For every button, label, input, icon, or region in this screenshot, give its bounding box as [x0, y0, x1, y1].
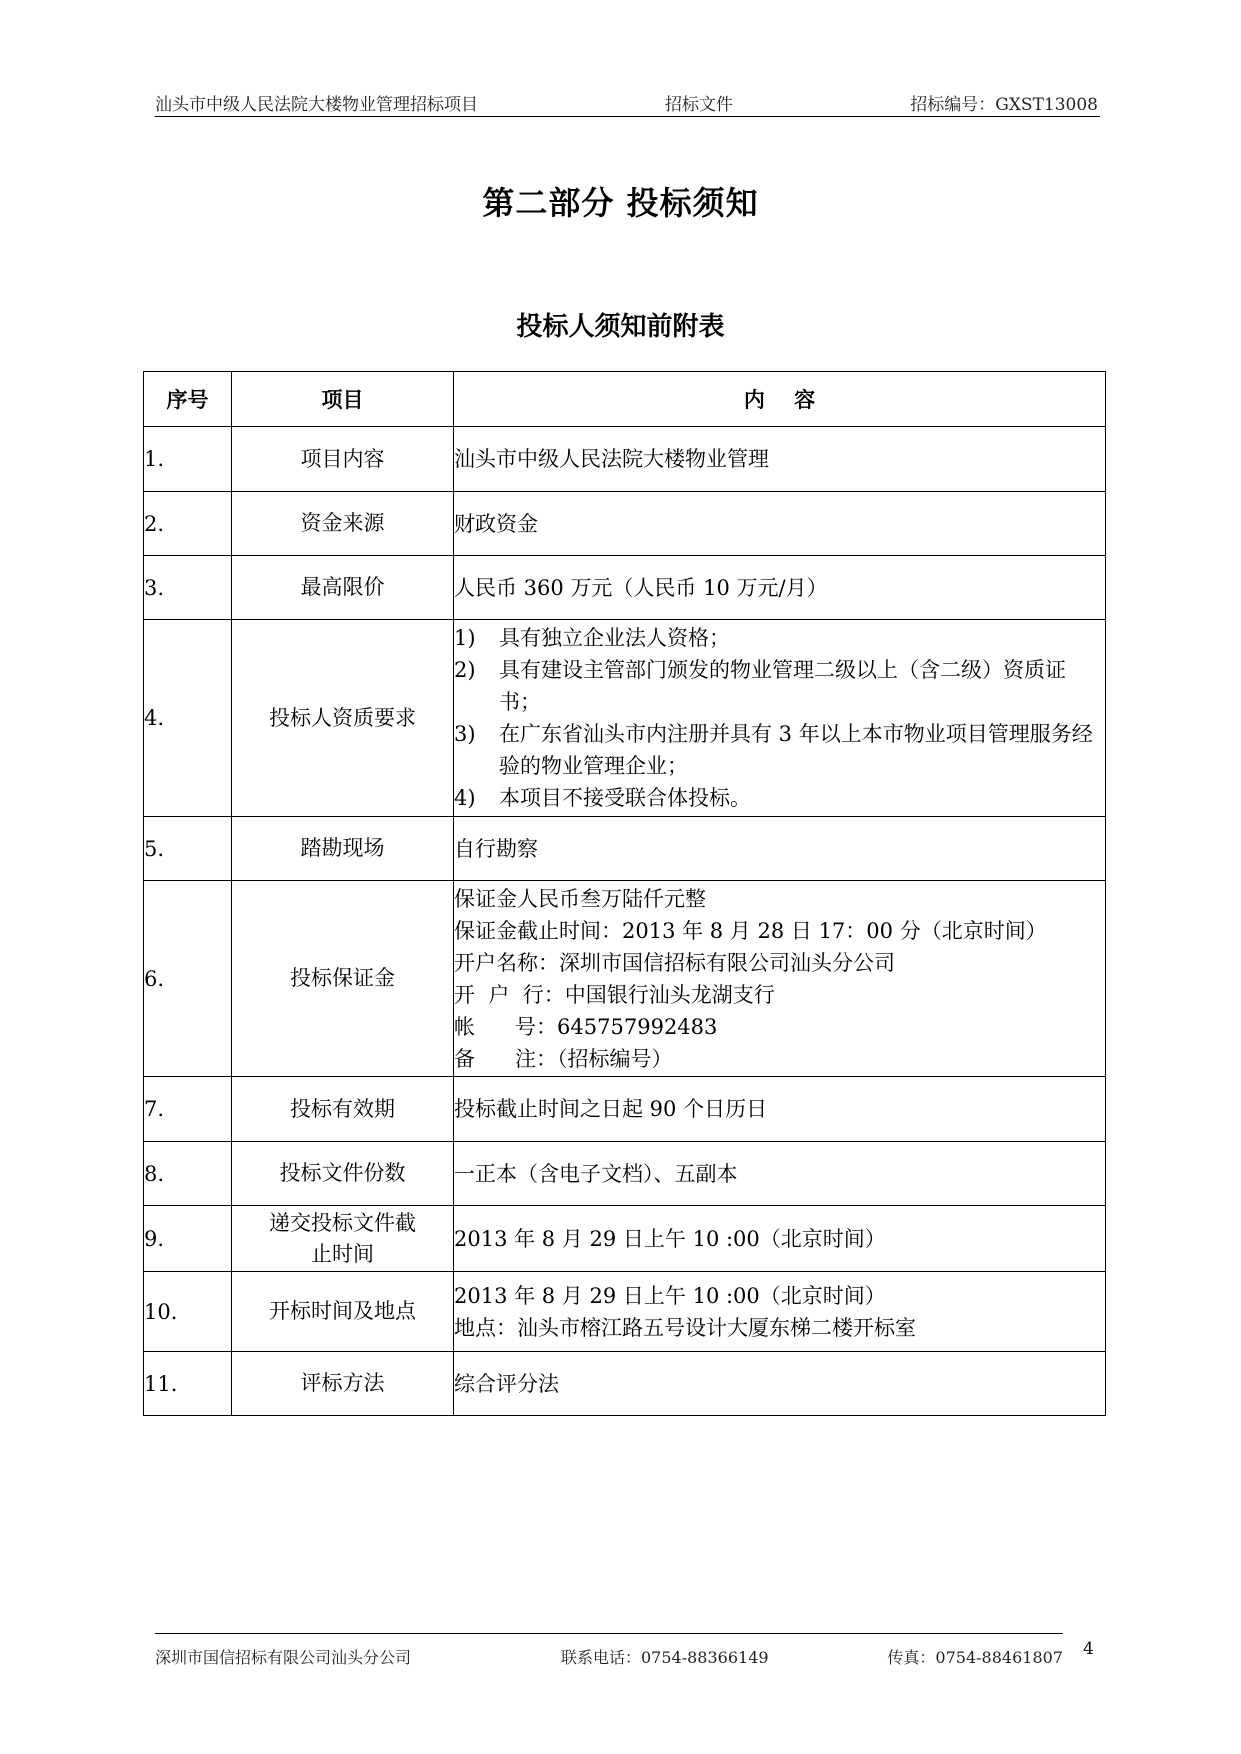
row-item: 踏勘现场	[232, 817, 454, 881]
row-number: 6.	[144, 881, 232, 1077]
list-item-number: 3)	[454, 722, 476, 746]
table-header-row	[144, 372, 1106, 427]
table-row	[144, 556, 1106, 620]
row-content	[454, 1272, 1106, 1352]
table-row	[144, 817, 1106, 881]
deposit-remark: 备 注：（招标编号）	[454, 1046, 673, 1071]
list-item-text: 具有独立企业法人资格；	[499, 626, 730, 650]
row-number: 7.	[144, 1077, 232, 1142]
list-item-number: 1)	[454, 626, 476, 650]
table-row	[144, 1077, 1106, 1142]
row-number: 4.	[144, 620, 232, 817]
row-item: 最高限价	[232, 556, 454, 620]
table-row	[144, 620, 1106, 817]
footer-fax: 传真：0754-88461807	[887, 1648, 1063, 1667]
row-content: 自行勘察	[454, 817, 1106, 881]
list-item-text: 具有建设主管部门颁发的物业管理二级以上（含二级）资质证书；	[499, 658, 1066, 714]
table-row	[144, 1352, 1106, 1416]
header-tender-number: 招标编号：GXST13008	[910, 95, 1098, 115]
list-item-text: 本项目不接受联合体投标。	[499, 786, 751, 810]
row-number: 10.	[144, 1272, 232, 1352]
account-number: 帐 号：645757992483	[454, 1014, 718, 1039]
table-row	[144, 427, 1106, 492]
list-item	[454, 622, 1105, 654]
account-name: 开户名称：深圳市国信招标有限公司汕头分公司	[454, 950, 895, 975]
row-content	[454, 881, 1106, 1077]
page-footer	[155, 1633, 1063, 1667]
row-item: 开标时间及地点	[232, 1272, 454, 1352]
row-item: 投标有效期	[232, 1077, 454, 1142]
row-item	[232, 1206, 454, 1272]
list-item-text: 在广东省汕头市内注册并具有 3 年以上本市物业项目管理服务经验的物业管理企业；	[499, 722, 1093, 778]
part-title: 第二部分 投标须知	[482, 184, 759, 222]
row-number: 9.	[144, 1206, 232, 1272]
row-item: 投标人资质要求	[232, 620, 454, 817]
footer-company: 深圳市国信招标有限公司汕头分公司	[155, 1648, 412, 1667]
table-row	[144, 1206, 1106, 1272]
bank-name: 开 户 行：中国银行汕头龙湖支行	[454, 982, 775, 1007]
row-content: 汕头市中级人民法院大楼物业管理	[454, 427, 1106, 492]
table-row	[144, 1272, 1106, 1352]
page-header	[155, 88, 1100, 117]
opening-time: 2013 年 8 月 29 日上午 10 :00（北京时间）	[454, 1283, 886, 1308]
row-item: 项目内容	[232, 427, 454, 492]
footer-phone: 联系电话：0754-88366149	[561, 1648, 769, 1667]
list-item-number: 4)	[454, 786, 476, 810]
table-row	[144, 1142, 1106, 1206]
header-cell-no: 序号	[144, 372, 232, 427]
list-item	[454, 718, 1105, 782]
row-number: 5.	[144, 817, 232, 881]
row-item: 投标保证金	[232, 881, 454, 1077]
list-item	[454, 782, 1105, 814]
row-content: 2013 年 8 月 29 日上午 10 :00（北京时间）	[454, 1206, 1106, 1272]
row-content	[454, 620, 1106, 817]
deposit-amount: 保证金人民币叁万陆仟元整	[454, 886, 706, 911]
row-content: 人民币 360 万元（人民币 10 万元/月）	[454, 556, 1106, 620]
bidder-info-table	[143, 371, 1106, 1416]
row-item: 投标文件份数	[232, 1142, 454, 1206]
row-item-line: 止时间	[311, 1241, 374, 1266]
header-cell-item: 项目	[232, 372, 454, 427]
row-item-line: 递交投标文件截	[269, 1210, 416, 1235]
table-title: 投标人须知前附表	[516, 312, 725, 342]
header-project-name: 汕头市中级人民法院大楼物业管理招标项目	[155, 95, 478, 115]
opening-location: 地点：汕头市榕江路五号设计大厦东梯二楼开标室	[454, 1315, 916, 1340]
qualification-list	[454, 622, 1105, 814]
list-item-number: 2)	[454, 658, 476, 682]
deposit-deadline: 保证金截止时间：2013 年 8 月 28 日 17：00 分（北京时间）	[454, 918, 1047, 943]
row-item: 资金来源	[232, 492, 454, 556]
row-number: 11.	[144, 1352, 232, 1416]
list-item	[454, 654, 1105, 718]
table-row	[144, 881, 1106, 1077]
page-number: 4	[1083, 1639, 1094, 1659]
row-number: 3.	[144, 556, 232, 620]
header-doc-type: 招标文件	[665, 95, 733, 115]
row-content: 财政资金	[454, 492, 1106, 556]
table-row	[144, 492, 1106, 556]
row-item: 评标方法	[232, 1352, 454, 1416]
row-content: 一正本（含电子文档）、五副本	[454, 1142, 1106, 1206]
row-content: 投标截止时间之日起 90 个日历日	[454, 1077, 1106, 1142]
header-cell-content: 内 容	[454, 372, 1106, 427]
row-number: 2.	[144, 492, 232, 556]
row-content: 综合评分法	[454, 1352, 1106, 1416]
row-number: 8.	[144, 1142, 232, 1206]
row-number: 1.	[144, 427, 232, 492]
